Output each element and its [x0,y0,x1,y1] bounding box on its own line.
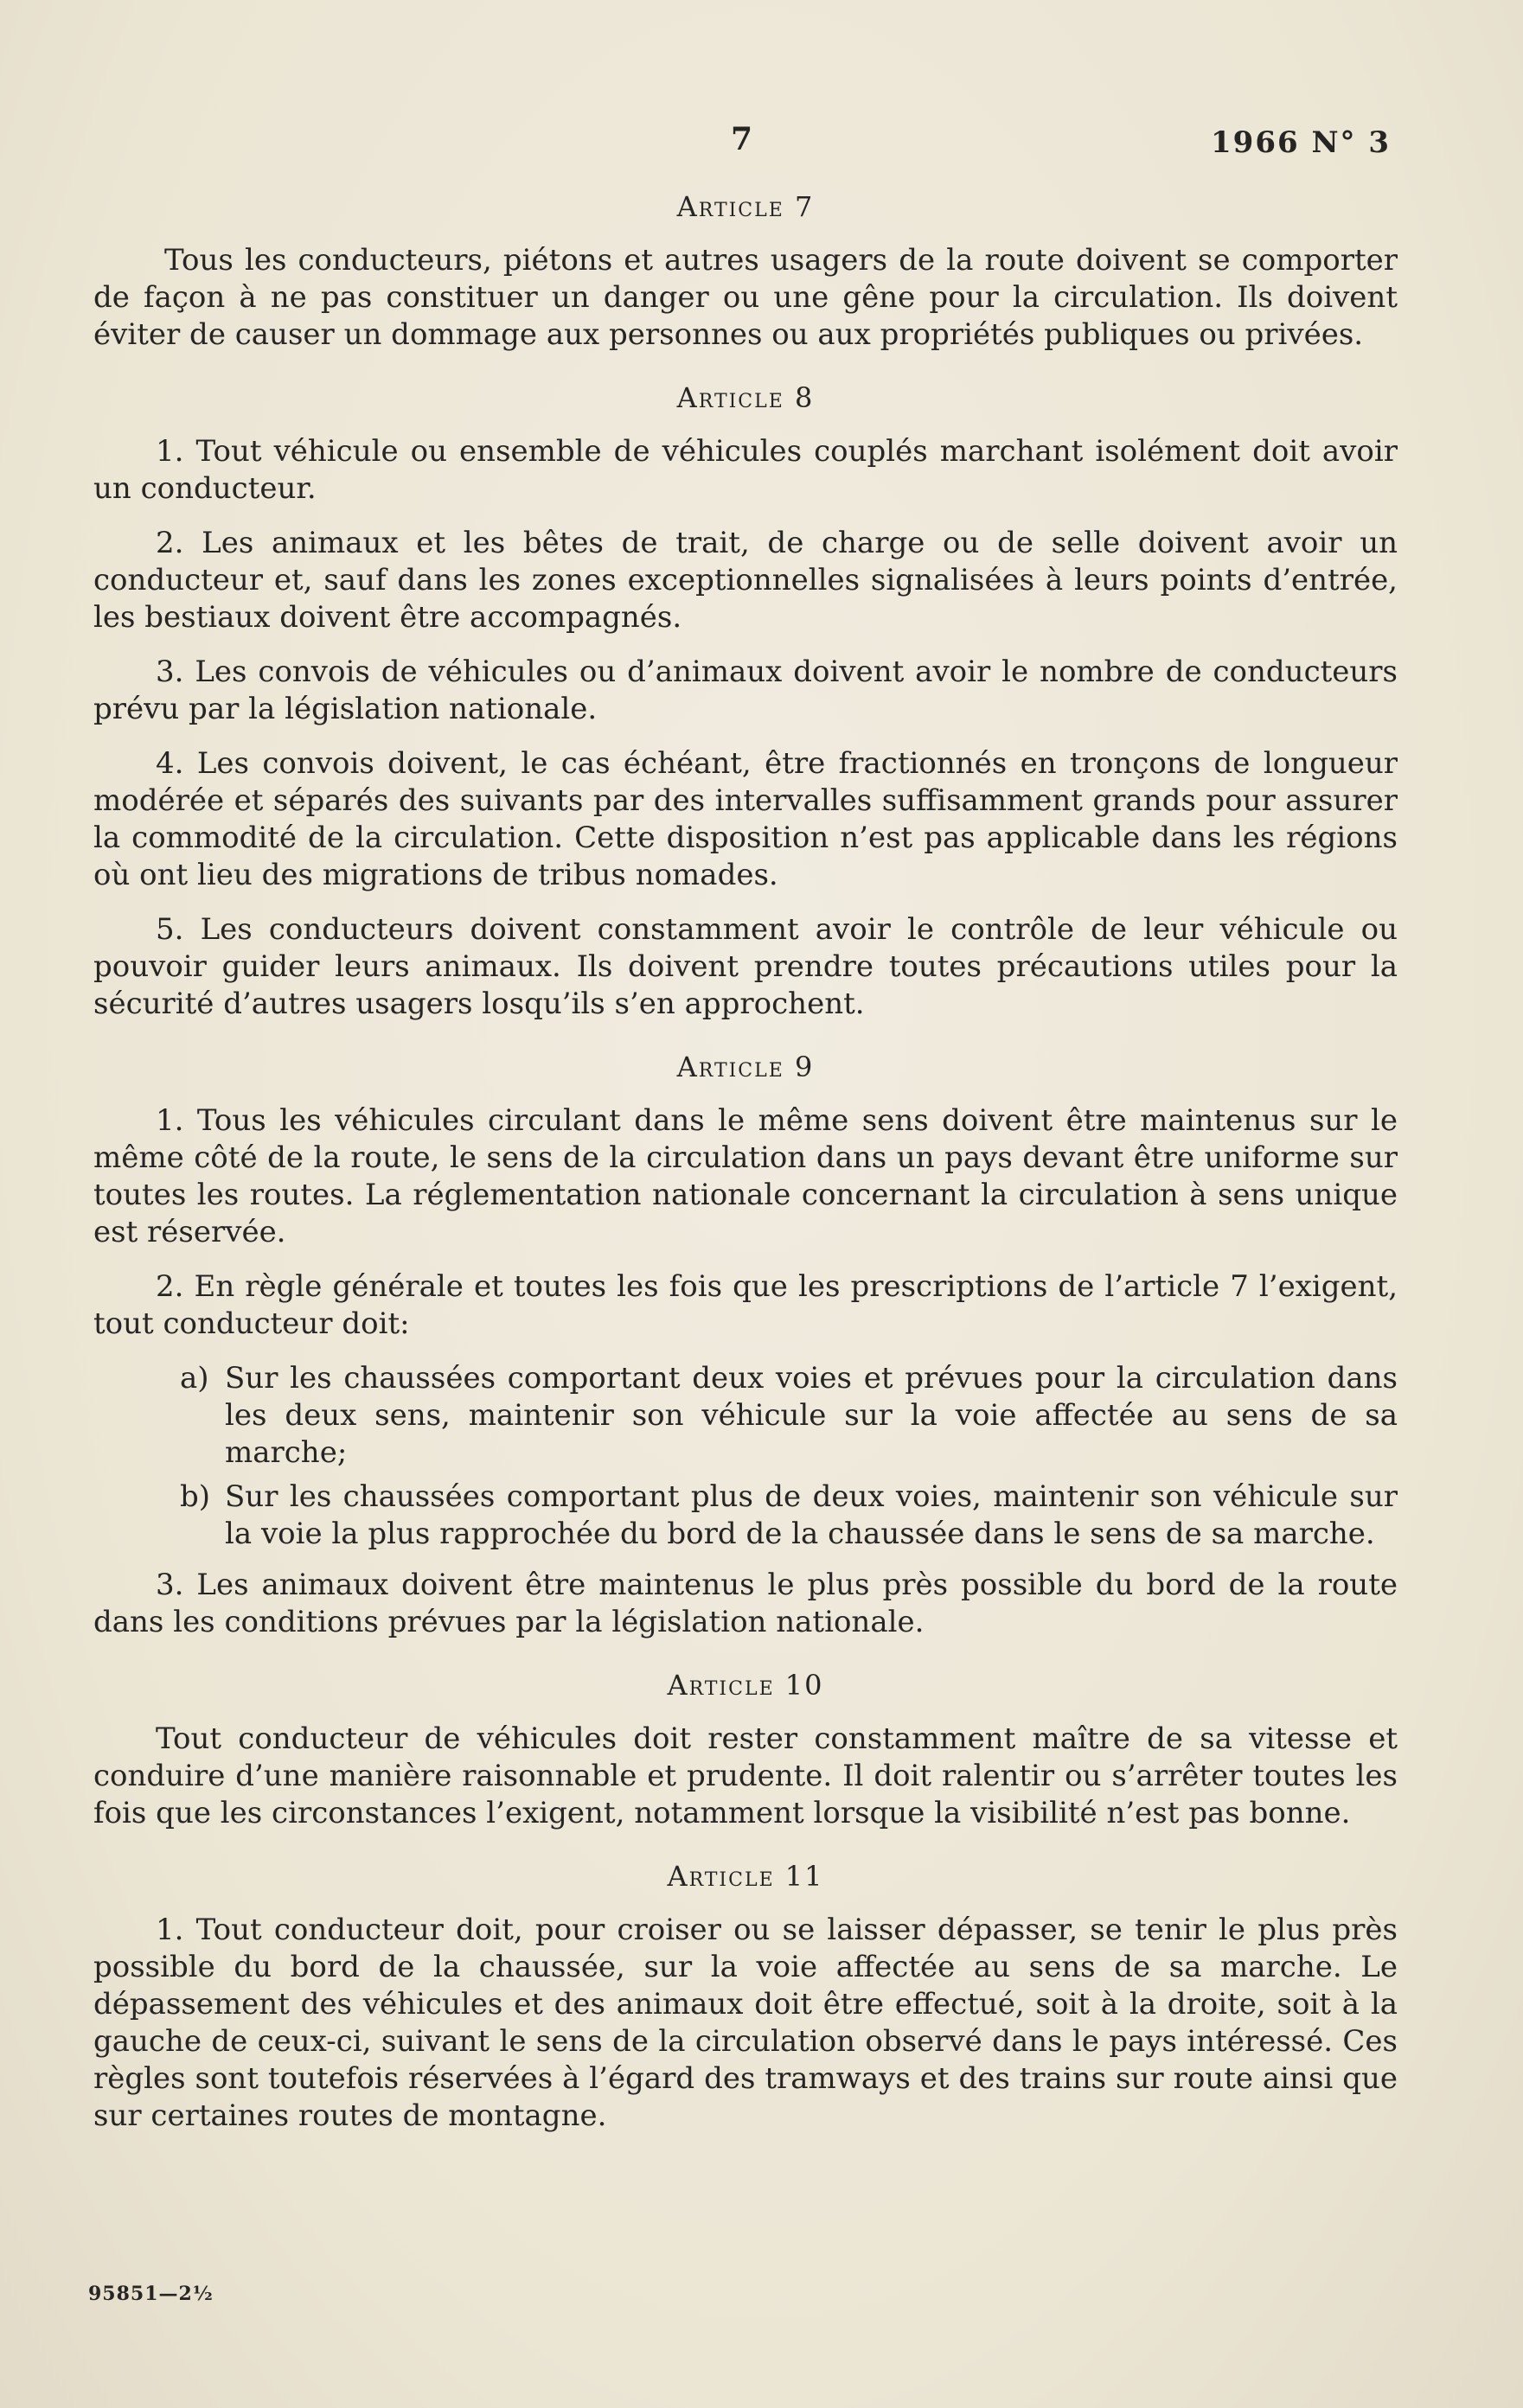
article-paragraph: 5. Les conducteurs doivent constamment avoir le contrôle de leur véhicule ou pouvoir guider leurs animaux. Ils doivent prendre toutes précautions utiles pour la sécurité d’autres usagers losqu’ils s’en approchent. [93,912,1398,1021]
article-paragraph: 3. Les convois de véhicules ou d’animaux doivent avoir le nombre de conducteurs prévu par la législation nationale. [93,655,1398,726]
article-paragraph: 2. En règle générale et toutes les fois que les prescriptions de l’article 7 l’exigent, tout conducteur doit: [93,1269,1398,1341]
article-title: Article 10 [667,1669,824,1702]
article-8 [93,381,1398,1023]
subitem-label: a) [180,1361,209,1396]
article-10 [93,1669,1398,1832]
article-11 [93,1860,1398,2135]
article-9 [93,1051,1398,1641]
article-title: Article 11 [667,1860,824,1893]
subitem-label: b) [180,1479,211,1514]
article-paragraph: Tout conducteur de véhicules doit rester constamment maître de sa vitesse et conduire d’une manière raisonnable et prudente. Il doit ralentir ou s’arrêter toutes les fois que les circonstances l’exigent, notamment lorsque la visibilité n’est pas bonne. [93,1721,1398,1830]
article-paragraph: 1. Tous les véhicules circulant dans le même sens doivent être maintenus sur le même côté de la route, le sens de la circulation dans un pays devant être uniforme sur toutes les routes. La réglementation nationale concernant la circulation à sens unique est réservée. [93,1103,1398,1249]
page-number: 7 [731,121,754,157]
article-title: Article 9 [676,1051,815,1083]
page-content [93,190,1398,2162]
article-paragraph: 1. Tout conducteur doit, pour croiser ou se laisser dépasser, se tenir le plus près possible du bord de la chaussée, sur la voie affectée au sens de sa marche. Le dépassement des véhicules et des animaux doit être effectué, soit à la droite, soit à la gauche de ceux-ci, suivant le sens de la circulation observé dans le pays intéressé. Ces règles sont toutefois réservées à l’égard des tramways et des trains sur route ainsi que sur certaines routes de montagne. [93,1913,1398,2133]
article-7 [93,190,1398,354]
article-subitem [93,1360,1398,1472]
article-paragraph: 1. Tout véhicule ou ensemble de véhicules couplés marchant isolément doit avoir un conducteur. [93,434,1398,506]
article-subitem [93,1479,1398,1553]
subitem-text: Sur les chaussées comportant deux voies et prévues pour la circulation dans les deux sens, maintenir son véhicule sur la voie affectée au sens de sa marche; [225,1361,1398,1470]
print-code: 95851—2½ [88,2283,214,2305]
document-reference: 1966 N° 3 [1211,125,1392,160]
article-title: Article 8 [676,381,815,414]
article-paragraph: 3. Les animaux doivent être maintenus le plus près possible du bord de la route dans les conditions prévues par la législation nationale. [93,1568,1398,1639]
article-paragraph: Tous les conducteurs, piétons et autres usagers de la route doivent se comporter de façon à ne pas constituer un danger ou une gêne pour la circulation. Ils doivent éviter de causer un dommage aux personnes ou aux propriétés publiques ou privées. [93,243,1398,352]
subitem-text: Sur les chaussées comportant plus de deux voies, maintenir son véhicule sur la voie la plus rapprochée du bord de la chaussée dans le sens de sa marche. [225,1479,1398,1551]
article-title: Article 7 [676,190,815,223]
article-paragraph: 4. Les convois doivent, le cas échéant, être fractionnés en tronçons de longueur modérée et séparés des suivants par des intervalles suffisamment grands pour assurer la commodité de la circulation. Cette disposition n’est pas applicable dans les régions où ont lieu des migrations de tribus nomades. [93,746,1398,892]
article-paragraph: 2. Les animaux et les bêtes de trait, de charge ou de selle doivent avoir un conducteur et, sauf dans les zones exceptionnelles signalisées à leurs points d’entrée, les bestiaux doivent être accompagnés. [93,526,1398,635]
